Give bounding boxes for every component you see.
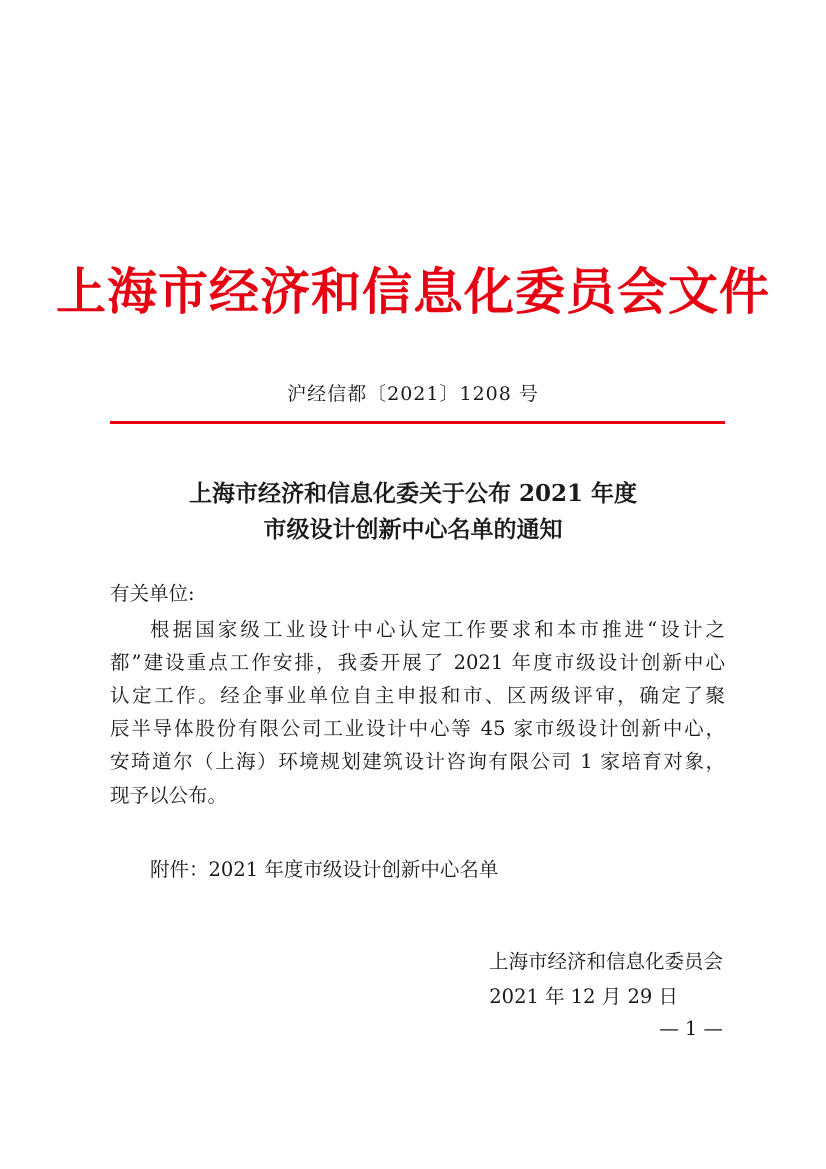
paragraph-line-2: 都”建设重点工作安排，我委开展了 2021 年度市级设计创新中心 <box>110 651 725 674</box>
title-line-2: 市级设计创新中心名单的通知 <box>263 516 563 543</box>
paragraph-line-1: 根据国家级工业设计中心认定工作要求和本市推进“设计之 <box>150 618 725 641</box>
salutation: 有关单位: <box>110 582 195 605</box>
red-divider-line <box>110 421 725 424</box>
paragraph-line-3: 认定工作。经企事业单位自主申报和市、区两级评审，确定了聚 <box>110 684 725 707</box>
paragraph-line-5: 安琦道尔（上海）环境规划建筑设计咨询有限公司 1 家培育对象， <box>110 750 725 773</box>
document-title <box>0 476 826 548</box>
document-number: 沪经信都〔2021〕1208 号 <box>287 383 539 405</box>
paragraph-line-6: 现予以公布。 <box>110 784 228 807</box>
paragraph-line-4: 辰半导体股份有限公司工业设计中心等 45 家市级设计创新中心， <box>110 717 725 740</box>
issuer-signature: 上海市经济和信息化委员会 <box>488 950 723 973</box>
page-number: — 1 — <box>659 1017 723 1040</box>
issue-date: 2021 年 12 月 29 日 <box>489 985 678 1008</box>
document-masthead: 上海市经济和信息化委员会文件 <box>56 262 770 321</box>
attachment-note: 附件：2021 年度市级设计创新中心名单 <box>150 858 499 881</box>
title-line-1: 上海市经济和信息化委关于公布 2021 年度 <box>188 480 638 507</box>
